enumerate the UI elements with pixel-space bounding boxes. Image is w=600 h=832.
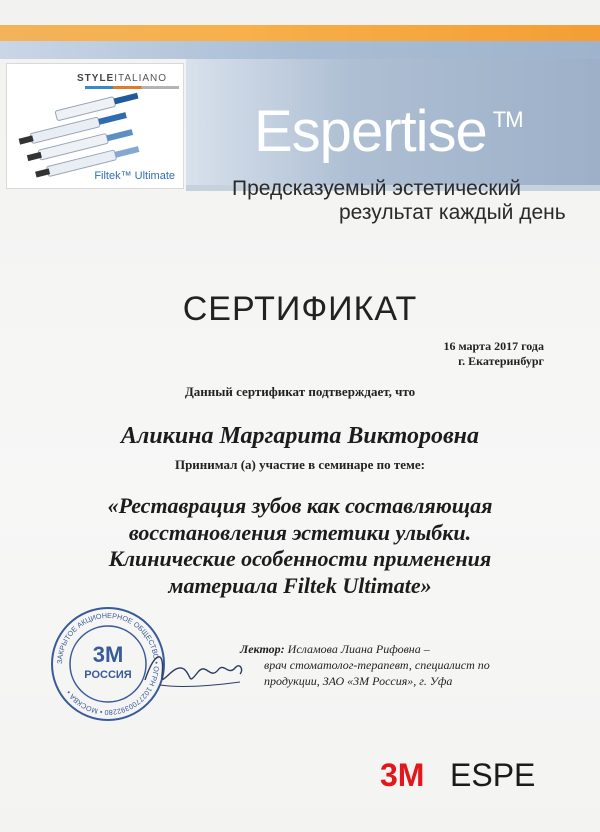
- tagline-line-1: Предсказуемый эстетический: [232, 177, 521, 200]
- topic-line: Клинические особенности применения: [108, 546, 492, 571]
- topic-line: материала Filtek Ultimate»: [168, 572, 432, 598]
- filtek-label: Filtek™ Ultimate: [94, 170, 175, 182]
- date-block: [443, 339, 544, 369]
- style-italiano-bar: [85, 86, 179, 89]
- topic-line: восстановления эстетики улыбки.: [128, 519, 472, 545]
- stamp-ring-text: ЗАКРЫТОЕ АКЦИОНЕРНОЕ ОБЩЕСТВО • ОГРН 1027700392280 • МОСКВА •: [54, 610, 162, 718]
- lecturer-line-3: продукции, ЗАО «3М Россия», г. Уфа: [264, 674, 453, 688]
- brand-title: Espertise ™: [254, 99, 523, 164]
- company-logo: [380, 757, 550, 796]
- stamp-logo: 3M: [92, 642, 124, 667]
- logo-text: ESPE: [450, 757, 536, 791]
- certificate-city: г. Екатеринбург: [458, 354, 544, 368]
- tagline-line-2: результат каждый день: [339, 201, 566, 224]
- lecturer-line-1: Лектор: Исламова Лиана Рифовна –: [240, 642, 430, 656]
- topic-line: «Реставрация зубов как составляющая: [107, 493, 493, 518]
- certificate-title: СЕРТИФИКАТ: [182, 290, 418, 328]
- recipient-name: Аликина Маргарита Викторовна: [121, 423, 479, 449]
- signature: [140, 640, 250, 705]
- participation-text: Принимал (а) участие в семинаре по теме:: [174, 457, 426, 472]
- header-blue-stripe: [0, 41, 600, 59]
- confirm-text: Данный сертификат подтверждает, что: [184, 384, 416, 399]
- lecturer-line-2: врач стоматолог-терапевт, специалист по: [264, 658, 490, 672]
- seminar-topic: [0, 493, 600, 599]
- stamp-country: РОССИЯ: [84, 669, 132, 681]
- certificate-date: 16 марта 2017 года: [443, 339, 544, 353]
- style-italiano-label: STYLEITALIANO: [77, 73, 168, 84]
- header-orange-stripe: [0, 25, 600, 41]
- product-image: [6, 63, 184, 189]
- logo-mark: 3M: [380, 757, 425, 791]
- lecturer-block: [240, 641, 540, 689]
